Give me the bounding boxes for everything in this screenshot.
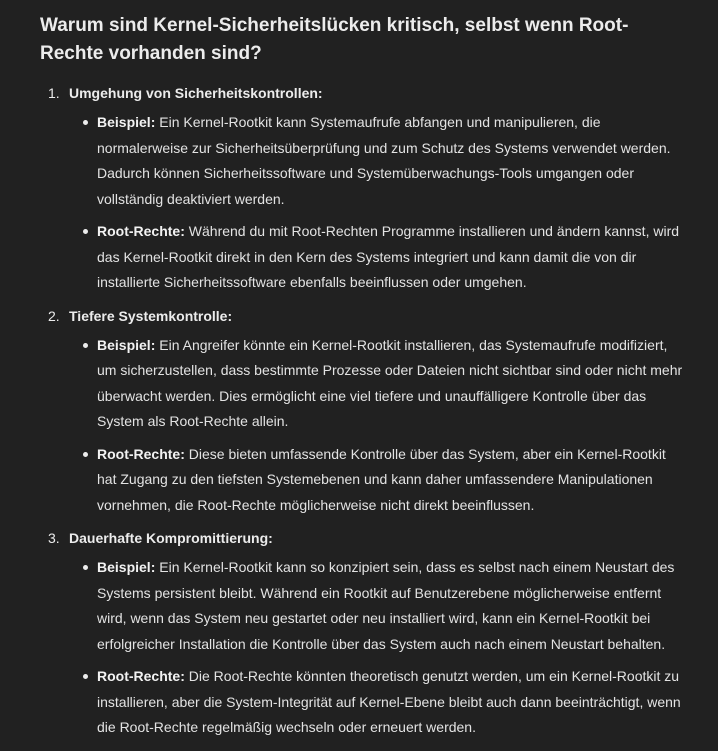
bullet-dot-icon [83,229,88,234]
bullet-label: Beispiel: [97,336,156,353]
bullet-label: Root-Rechte: [97,668,185,684]
list-item-title: Dauerhafte Kompromittierung: [69,530,273,546]
bullet-item [97,110,685,212]
bullet-label: Beispiel: [97,114,156,130]
chat-message-content [40,12,685,749]
numbered-list [40,81,685,741]
list-item-title: Tiefere Systemkontrolle: [69,307,233,324]
list-item-number: 2. [48,307,60,324]
list-item-header [40,526,685,551]
bullet-item [97,442,685,519]
bullet-dot-icon [83,120,88,125]
bullet-dot-icon [83,674,88,679]
bullet-list [40,555,685,741]
bullet-dot-icon [83,565,88,570]
list-item-1 [40,81,685,296]
bullet-dot-icon [83,452,88,457]
bullet-text: Die Root-Rechte könnten theoretisch genutzt werden, um ein Kernel-Rootkit zu installieren, aber die System-Integrität auf Kernel-Ebene bleibt auch dann beeinträchtigt, wenn die Root-Rechte regelmäßig wechseln oder erneuert werden. [97,668,681,735]
bullet-text: Während du mit Root-Rechten Programme installieren und ändern kannst, wird das Kernel-Rootkit direkt in den Kern des Systems integriert und kann damit die von dir installierte Sicherheitssoftware ebenfalls beeinflussen oder umgehen. [97,223,680,290]
bullet-dot-icon [83,343,88,348]
list-item-number: 3. [48,530,60,546]
bullet-text: Diese bieten umfassende Kontrolle über das System, aber ein Kernel-Rootkit hat Zugang zu den tiefsten Systemebenen und kann daher umfassendere Manipulationen vornehmen, die Root-Rechte möglicherweise nicht direkt beeinflussen. [97,445,666,513]
section-heading: Warum sind Kernel-Sicherheitslücken kritisch, selbst wenn Root-Rechte vorhanden sind? [40,15,629,64]
bullet-item [97,555,685,657]
bullet-list [40,333,685,519]
list-item-2 [40,304,685,519]
bullet-text: Ein Angreifer könnte ein Kernel-Rootkit installieren, das Systemaufrufe modifiziert, um sicherzustellen, dass bestimmte Prozesse oder Dateien nicht sichtbar sind oder nicht mehr überwacht werden. Dies ermöglicht eine viel tiefere und unauffälligere Kontrolle über das System als Root-Rechte allein. [97,336,683,429]
list-item-header [40,81,685,106]
list-item-title: Umgehung von Sicherheitskontrollen: [69,85,323,101]
list-item-header [40,304,685,329]
bullet-list [40,110,685,296]
bullet-label: Root-Rechte: [97,223,185,239]
list-item-number: 1. [48,85,60,101]
bullet-item [97,219,685,296]
bullet-text: Ein Kernel-Rootkit kann so konzipiert sein, dass es selbst nach einem Neustart des Systems persistent bleibt. Während ein Rootkit auf Benutzerebene möglicherweise entfernt wird, wenn das System neu gestartet oder neu installiert wird, kann ein Kernel-Rootkit bei erfolgreicher Installation die Kontrolle über das System auch nach einem Neustart behalten. [97,559,675,652]
bullet-label: Beispiel: [97,559,156,575]
bullet-text: Ein Kernel-Rootkit kann Systemaufrufe abfangen und manipulieren, die normalerweise zur Sicherheitsüberprüfung und zum Schutz des Systems verwendet werden. Dadurch können Sicherheitssoftware und Systemüberwachungs-Tools umgangen oder vollständig deaktiviert werden. [97,114,671,207]
bullet-label: Root-Rechte: [97,445,185,462]
bullet-item [97,333,685,435]
bullet-item [97,664,685,741]
list-item-3 [40,526,685,741]
